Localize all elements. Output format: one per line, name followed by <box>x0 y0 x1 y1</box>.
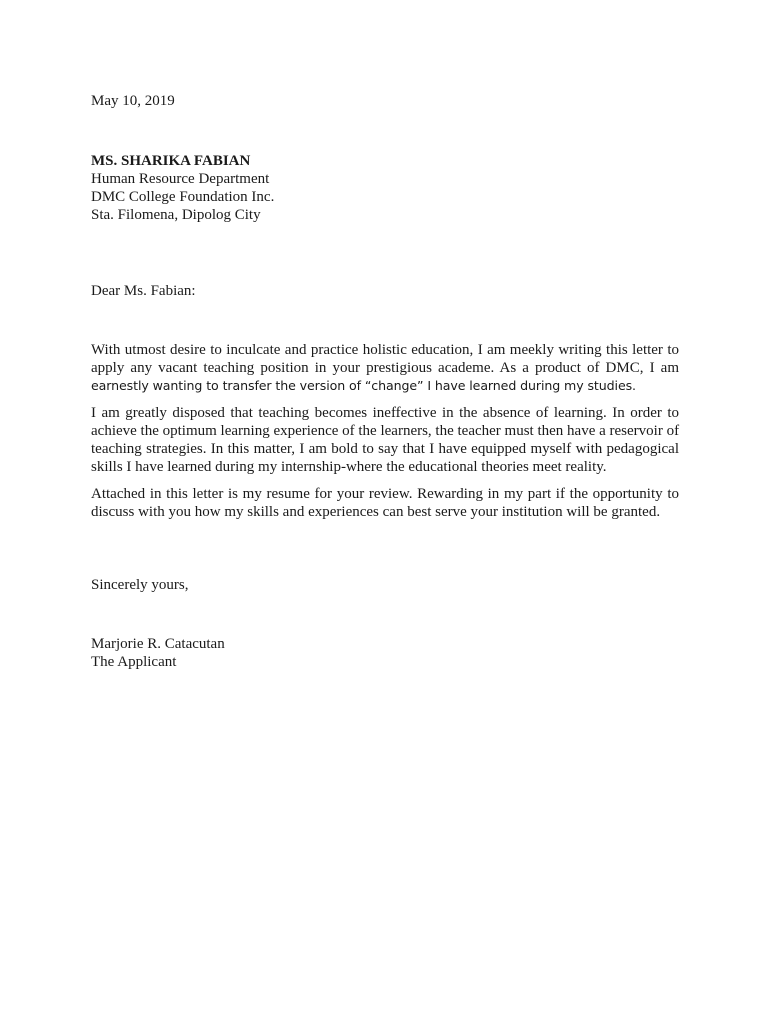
recipient-name: MS. SHARIKA FABIAN <box>91 153 251 169</box>
paragraph-line: apply any vacant teaching position in your prestigious academe. As a product of DMC, I am <box>91 360 679 376</box>
salutation: Dear Ms. Fabian: <box>91 283 196 299</box>
paragraph-line: With utmost desire to inculcate and practice holistic education, I am meekly writing this letter to <box>91 342 679 358</box>
recipient-organization: DMC College Foundation Inc. <box>91 189 275 205</box>
paragraph-line: Attached in this letter is my resume for your review. Rewarding in my part if the opportunity to <box>91 486 679 502</box>
letter-body <box>91 341 679 530</box>
body-paragraph <box>91 485 679 521</box>
body-paragraph <box>91 341 679 395</box>
paragraph-line: skills I have learned during my internship-where the educational theories meet reality. <box>91 459 607 475</box>
paragraph-line: discuss with you how my skills and experiences can best serve your institution will be granted. <box>91 504 661 520</box>
paragraph-line: achieve the optimum learning experience of the learners, the teacher must then have a reservoir of <box>91 423 680 439</box>
paragraph-line: I am greatly disposed that teaching becomes ineffective in the absence of learning. In order to <box>91 405 679 421</box>
recipient-address: Sta. Filomena, Dipolog City <box>91 207 261 223</box>
letter-date: May 10, 2019 <box>91 93 175 109</box>
signature-block <box>91 635 679 671</box>
closing: Sincerely yours, <box>91 577 189 593</box>
recipient-address-block <box>91 152 679 224</box>
body-paragraph <box>91 404 679 476</box>
signer-title: The Applicant <box>91 654 177 670</box>
recipient-department: Human Resource Department <box>91 171 270 187</box>
signer-name: Marjorie R. Catacutan <box>91 636 225 652</box>
paragraph-line: earnestly wanting to transfer the version of “change” I have learned during my studies. <box>91 378 636 393</box>
paragraph-line: teaching strategies. In this matter, I am bold to say that I have equipped myself with pedagogical <box>91 441 679 457</box>
